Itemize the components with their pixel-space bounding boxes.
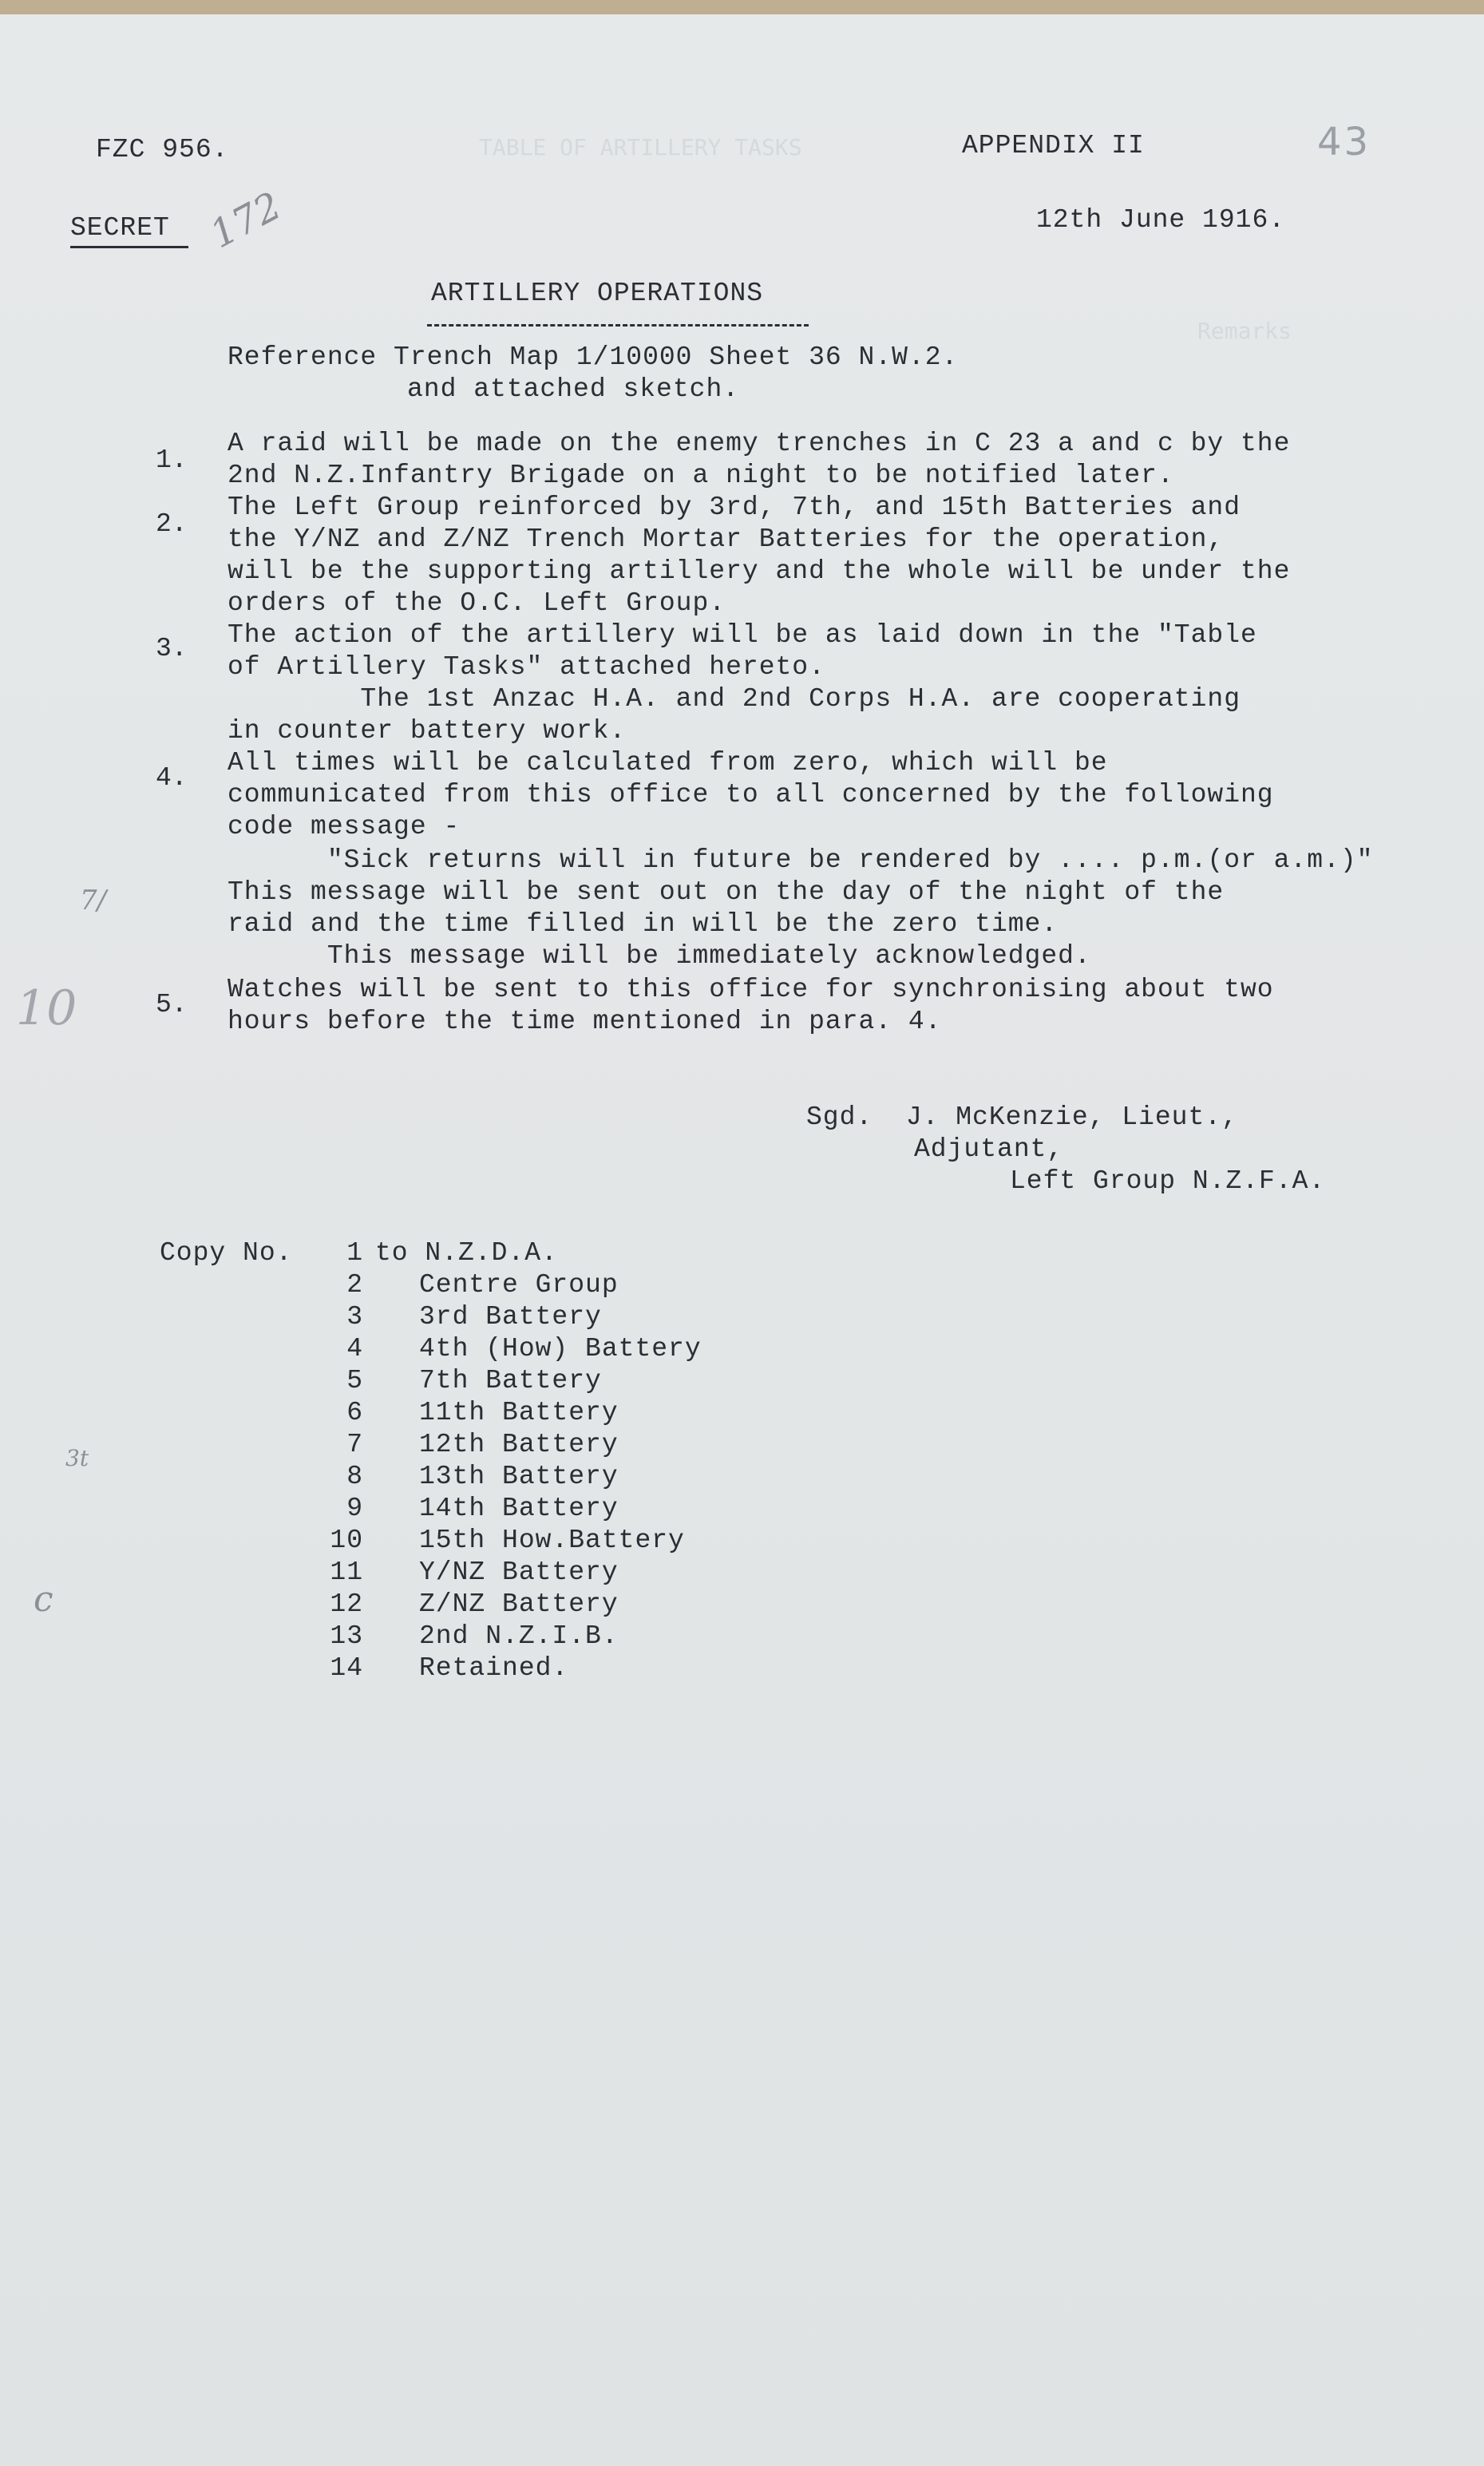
copy-recipient: Centre Group — [419, 1270, 619, 1300]
copy-number: 8 — [346, 1462, 363, 1491]
file-reference: FZC 956. — [96, 135, 229, 164]
classification: SECRET — [70, 213, 170, 243]
copy-recipient: Retained. — [419, 1653, 569, 1683]
paragraph-line: Watches will be sent to this office for synchronising about two — [228, 975, 1274, 1004]
bleed-through-text: Remarks — [1197, 318, 1292, 344]
paragraph-line: The Left Group reinforced by 3rd, 7th, and 15th Batteries and — [228, 493, 1241, 522]
copy-recipient: 7th Battery — [419, 1366, 602, 1395]
margin-mark: 3t — [65, 1445, 89, 1471]
paragraph-number: 3. — [156, 634, 188, 663]
paragraph-line: 2nd N.Z.Infantry Brigade on a night to be notified later. — [228, 461, 1174, 490]
paragraph-line: of Artillery Tasks" attached hereto. — [228, 652, 825, 682]
paragraph-line: communicated from this office to all concerned by the following — [228, 780, 1274, 809]
reference-line: Reference Trench Map 1/10000 Sheet 36 N.W.2. — [228, 342, 959, 372]
copy-number: 10 — [330, 1526, 363, 1555]
copy-recipient: 14th Battery — [419, 1494, 619, 1523]
copy-recipient: Z/NZ Battery — [419, 1589, 619, 1619]
paragraph-line: "Sick returns will in future be rendered by .... p.m.(or a.m.)" — [228, 845, 1374, 875]
page-stamp: 43 — [1317, 120, 1371, 164]
copy-number: 7 — [346, 1430, 363, 1459]
document-title: ARTILLERY OPERATIONS — [431, 279, 764, 308]
copy-recipient: 15th How.Battery — [419, 1526, 685, 1555]
reference-line: and attached sketch. — [407, 374, 740, 404]
paragraph-line: This message will be immediately acknowledged. — [228, 941, 1091, 971]
copy-recipient: 12th Battery — [419, 1430, 619, 1459]
copy-recipient: Y/NZ Battery — [419, 1558, 619, 1587]
classification-underline — [70, 246, 188, 248]
margin-mark: 7/ — [80, 885, 107, 916]
paragraph-line: code message - — [228, 812, 461, 841]
margin-mark: c — [34, 1579, 53, 1620]
distribution-label: Copy No. — [160, 1238, 293, 1268]
paragraph-number: 5. — [156, 990, 188, 1019]
paragraph-line: raid and the time filled in will be the zero time. — [228, 909, 1059, 939]
copy-recipient: 13th Battery — [419, 1462, 619, 1491]
paragraph-line: The 1st Anzac H.A. and 2nd Corps H.A. are cooperating — [228, 684, 1241, 714]
margin-mark: 10 — [16, 980, 77, 1036]
signature-title: Adjutant, — [914, 1134, 1064, 1164]
paragraph-line: in counter battery work. — [228, 716, 627, 746]
copy-number: 6 — [346, 1398, 363, 1427]
paragraph-line: will be the supporting artillery and the whole will be under the — [228, 556, 1291, 586]
signature-unit: Left Group N.Z.F.A. — [1010, 1166, 1326, 1196]
copy-recipient: 2nd N.Z.I.B. — [419, 1621, 619, 1651]
copy-number: 4 — [346, 1334, 363, 1364]
paragraph-line: All times will be calculated from zero, which will be — [228, 748, 1108, 778]
copy-recipient: 3rd Battery — [419, 1302, 602, 1332]
paragraph-line: The action of the artillery will be as laid down in the "Table — [228, 620, 1257, 650]
bleed-through-text: TABLE OF ARTILLERY TASKS — [479, 134, 802, 160]
copy-number: 1 — [346, 1238, 363, 1268]
title-underline — [427, 324, 809, 327]
copy-number: 12 — [330, 1589, 363, 1619]
document-page — [0, 14, 1484, 2466]
paragraph-number: 2. — [156, 509, 188, 539]
pencil-folio: 172 — [203, 183, 289, 258]
copy-number: 5 — [346, 1366, 363, 1395]
paragraph-line: orders of the O.C. Left Group. — [228, 588, 726, 618]
paragraph-line: hours before the time mentioned in para. 4. — [228, 1007, 942, 1036]
copy-number: 2 — [346, 1270, 363, 1300]
paragraph-line: This message will be sent out on the day of the night of the — [228, 877, 1225, 907]
paragraph-number: 1. — [156, 445, 188, 475]
copy-recipient: to N.Z.D.A. — [375, 1238, 558, 1268]
copy-number: 9 — [346, 1494, 363, 1523]
appendix-label: APPENDIX II — [962, 131, 1145, 160]
copy-number: 11 — [330, 1558, 363, 1587]
paragraph-line: the Y/NZ and Z/NZ Trench Mortar Batteries for the operation, — [228, 524, 1225, 554]
copy-recipient: 4th (How) Battery — [419, 1334, 702, 1364]
copy-recipient: 11th Battery — [419, 1398, 619, 1427]
copy-number: 3 — [346, 1302, 363, 1332]
paragraph-line: A raid will be made on the enemy trenches in C 23 a and c by the — [228, 429, 1291, 458]
copy-number: 14 — [330, 1653, 363, 1683]
document-date: 12th June 1916. — [1036, 205, 1286, 235]
paragraph-number: 4. — [156, 763, 188, 793]
signature-line: Sgd. J. McKenzie, Lieut., — [806, 1102, 1238, 1132]
copy-number: 13 — [330, 1621, 363, 1651]
